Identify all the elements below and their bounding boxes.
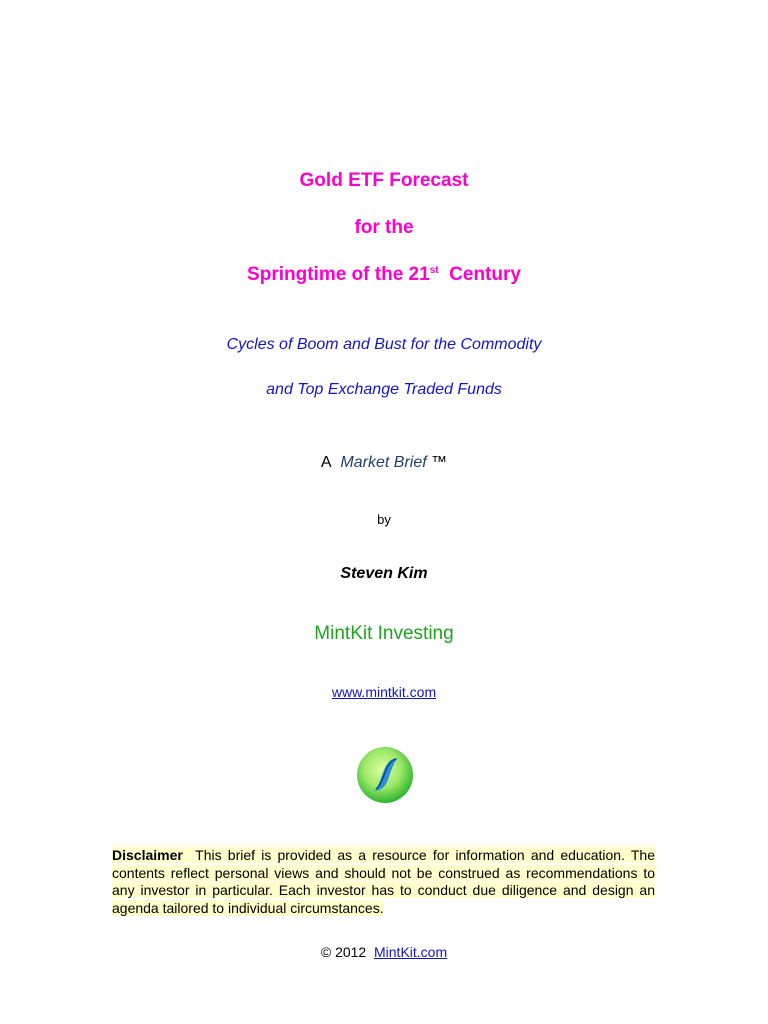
subtitle-line-2: and Top Exchange Traded Funds [266,381,502,398]
title-line-3-century: Century [449,264,521,285]
author-name: Steven Kim [340,565,428,582]
disclaimer [112,847,655,917]
brief-name: Market Brief [340,454,427,471]
title-line-2: for the [354,217,414,238]
subtitle-line-1: Cycles of Boom and Bust for the Commodity [226,336,542,353]
disclaimer-text: This brief is provided as a resource for information and education. The contents reflect personal views and should not be construed as recommendations to any investor in particular. Each investor has to conduct due diligence and design an agenda tailored to individual circumstances. [112,847,655,916]
footer-link[interactable]: MintKit.com [374,944,448,960]
market-brief-line [0,454,768,472]
disclaimer-label: Disclaimer [112,847,183,863]
title-line-3-text: Springtime of the 21 [247,264,430,285]
disclaimer-highlight [112,847,655,916]
mintkit-logo-icon [356,746,414,804]
title-line-1: Gold ETF Forecast [299,170,469,191]
website-link[interactable]: www.mintkit.com [331,684,437,700]
website-row [0,684,768,702]
title-superscript: st [429,265,439,276]
title-line-3 [0,264,768,286]
company-name: MintKit Investing [314,623,454,644]
copyright-text: © 2012 [320,944,367,960]
trademark-mark: ™ [431,454,448,471]
by-label: by [377,512,391,527]
brief-prefix: A [320,454,332,471]
footer [0,944,768,960]
